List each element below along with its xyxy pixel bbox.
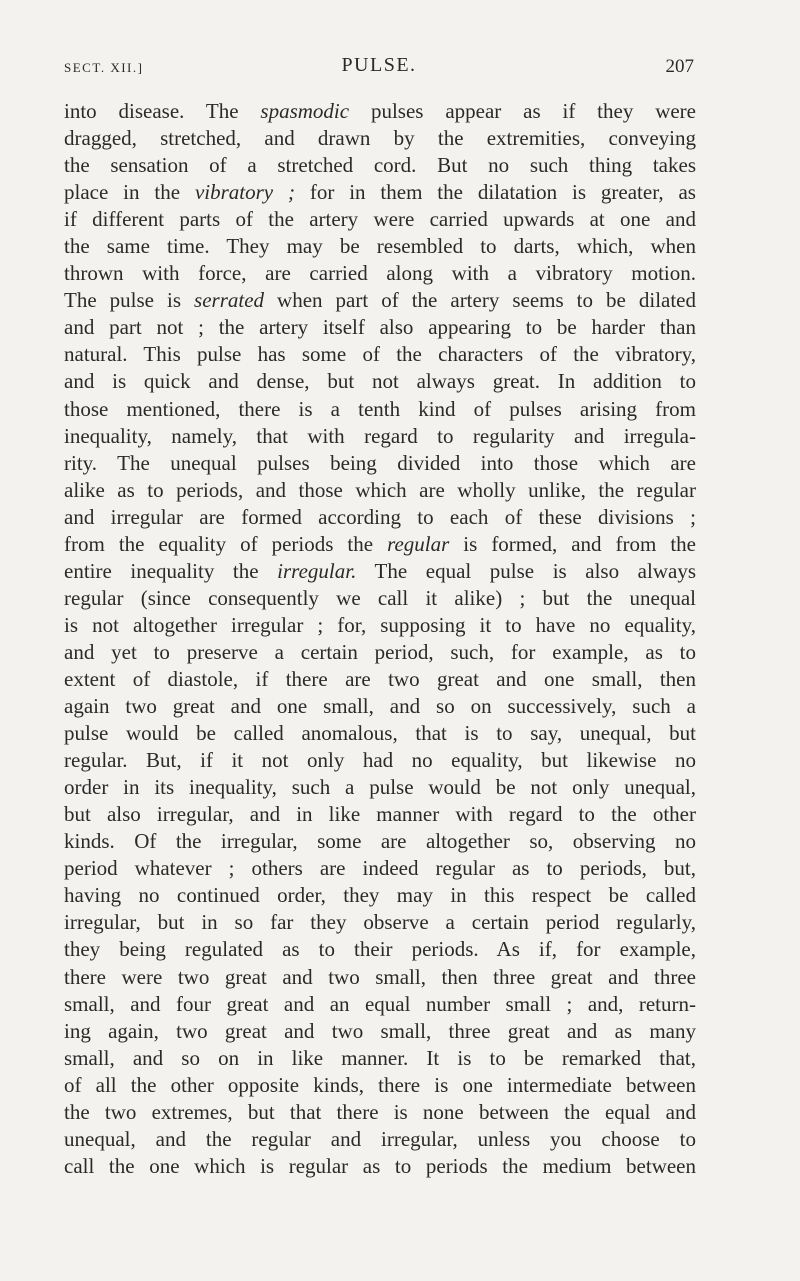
text-line bbox=[64, 206, 696, 233]
text-segment: The pulse is bbox=[64, 288, 195, 313]
text-line bbox=[64, 801, 696, 828]
text-line bbox=[64, 774, 696, 801]
text-segment: into disease. The bbox=[64, 99, 261, 123]
italic-term: irregular. bbox=[277, 558, 357, 583]
text-segment: pulses appear as if they were bbox=[349, 99, 696, 123]
text-segment: inequality, namely, that with regard to regularity and irregula- bbox=[64, 423, 696, 448]
body-text bbox=[64, 98, 696, 1180]
text-segment: from the equality of periods the bbox=[64, 531, 388, 556]
text-line bbox=[64, 423, 696, 450]
text-line bbox=[64, 558, 696, 585]
text-line bbox=[64, 1099, 696, 1126]
text-line bbox=[64, 125, 696, 152]
text-segment: the same time. They may be resembled to darts, which, when bbox=[64, 234, 696, 259]
text-segment: regular. But, if it not only had no equality, but likewise no bbox=[64, 748, 696, 773]
text-line bbox=[64, 991, 696, 1018]
text-line bbox=[64, 909, 696, 936]
text-segment: alike as to periods, and those which are wholly unlike, the regular bbox=[64, 477, 696, 502]
italic-term: spasmodic bbox=[260, 99, 350, 123]
text-line bbox=[64, 1153, 696, 1180]
text-segment: rity. The unequal pulses being divided into those which are bbox=[64, 450, 696, 475]
page-number: 207 bbox=[665, 56, 694, 77]
text-line bbox=[64, 936, 696, 963]
text-segment: call the one which is regular as to periods the medium between bbox=[64, 1153, 696, 1178]
text-segment: small, and four great and an equal number small ; and, return- bbox=[64, 991, 696, 1016]
text-line bbox=[64, 260, 696, 287]
text-segment: and is quick and dense, but not always great. In addition to bbox=[64, 369, 696, 394]
italic-term: serrated bbox=[194, 288, 265, 313]
text-line bbox=[64, 639, 696, 666]
text-segment: entire inequality the bbox=[64, 558, 278, 583]
text-segment: thrown with force, are carried along with a vibratory motion. bbox=[64, 261, 696, 286]
text-line bbox=[64, 504, 696, 531]
text-segment: is formed, and from the bbox=[449, 531, 696, 556]
text-line bbox=[64, 287, 696, 314]
text-line bbox=[64, 1018, 696, 1045]
text-line bbox=[64, 1072, 696, 1099]
text-line bbox=[64, 855, 696, 882]
text-line bbox=[64, 964, 696, 991]
text-line bbox=[64, 98, 696, 125]
text-segment: again two great and one small, and so on successively, such a bbox=[64, 694, 696, 719]
text-line bbox=[64, 585, 696, 612]
text-segment: they being regulated as to their periods. As if, for example, bbox=[64, 937, 696, 962]
text-line bbox=[64, 828, 696, 855]
text-line bbox=[64, 179, 696, 206]
text-line bbox=[64, 341, 696, 368]
text-segment: the two extremes, but that there is none between the equal and bbox=[64, 1099, 696, 1124]
text-line bbox=[64, 666, 696, 693]
text-line bbox=[64, 882, 696, 909]
text-line bbox=[64, 368, 696, 395]
text-segment: and part not ; the artery itself also appearing to be harder than bbox=[64, 315, 696, 340]
text-segment: kinds. Of the irregular, some are altogether so, observing no bbox=[64, 829, 696, 854]
text-segment: for in them the dilatation is greater, as bbox=[294, 180, 696, 205]
text-segment: The equal pulse is also always bbox=[356, 558, 696, 583]
text-segment: when part of the artery seems to be dilated bbox=[264, 288, 697, 313]
text-line bbox=[64, 233, 696, 260]
text-line bbox=[64, 693, 696, 720]
text-segment: period whatever ; others are indeed regular as to periods, but, bbox=[64, 856, 696, 881]
text-segment: having no continued order, they may in this respect be called bbox=[64, 883, 696, 908]
text-segment: those mentioned, there is a tenth kind of pulses arising from bbox=[64, 396, 696, 421]
text-segment: the sensation of a stretched cord. But no such thing takes bbox=[64, 153, 696, 178]
text-segment: if different parts of the artery were carried upwards at one and bbox=[64, 207, 696, 232]
text-segment: order in its inequality, such a pulse would be not only unequal, bbox=[64, 775, 696, 800]
text-segment: and irregular are formed according to each of these divisions ; bbox=[64, 504, 696, 529]
text-segment: dragged, stretched, and drawn by the extremities, conveying bbox=[64, 126, 696, 151]
text-line bbox=[64, 720, 696, 747]
text-line bbox=[64, 747, 696, 774]
text-line bbox=[64, 1126, 696, 1153]
running-title: PULSE. bbox=[341, 54, 417, 76]
text-line bbox=[64, 612, 696, 639]
text-segment: is not altogether irregular ; for, supposing it to have no equality, bbox=[64, 612, 696, 637]
text-segment: place in the bbox=[64, 180, 195, 205]
text-line bbox=[64, 1045, 696, 1072]
text-segment: natural. This pulse has some of the characters of the vibratory, bbox=[64, 342, 696, 367]
text-line bbox=[64, 314, 696, 341]
italic-term: regular bbox=[387, 531, 450, 556]
text-segment: there were two great and two small, then three great and three bbox=[64, 964, 696, 989]
text-segment: of all the other opposite kinds, there is one intermediate between bbox=[64, 1072, 696, 1097]
italic-term: vibratory ; bbox=[194, 180, 295, 205]
text-line bbox=[64, 477, 696, 504]
text-line bbox=[64, 152, 696, 179]
text-line bbox=[64, 450, 696, 477]
running-head bbox=[64, 54, 694, 84]
text-segment: extent of diastole, if there are two great and one small, then bbox=[64, 666, 696, 691]
text-line bbox=[64, 531, 696, 558]
text-segment: unequal, and the regular and irregular, unless you choose to bbox=[64, 1126, 696, 1151]
text-segment: small, and so on in like manner. It is to be remarked that, bbox=[64, 1045, 696, 1070]
section-marker: SECT. XII.] bbox=[64, 60, 144, 75]
text-segment: ing again, two great and two small, three great and as many bbox=[64, 1018, 696, 1043]
text-segment: but also irregular, and in like manner with regard to the other bbox=[64, 802, 696, 827]
text-line bbox=[64, 396, 696, 423]
text-segment: pulse would be called anomalous, that is to say, unequal, but bbox=[64, 721, 696, 746]
text-segment: irregular, but in so far they observe a certain period regularly, bbox=[64, 910, 696, 935]
text-segment: and yet to preserve a certain period, such, for example, as to bbox=[64, 639, 696, 664]
text-segment: regular (since consequently we call it alike) ; but the unequal bbox=[64, 585, 696, 610]
